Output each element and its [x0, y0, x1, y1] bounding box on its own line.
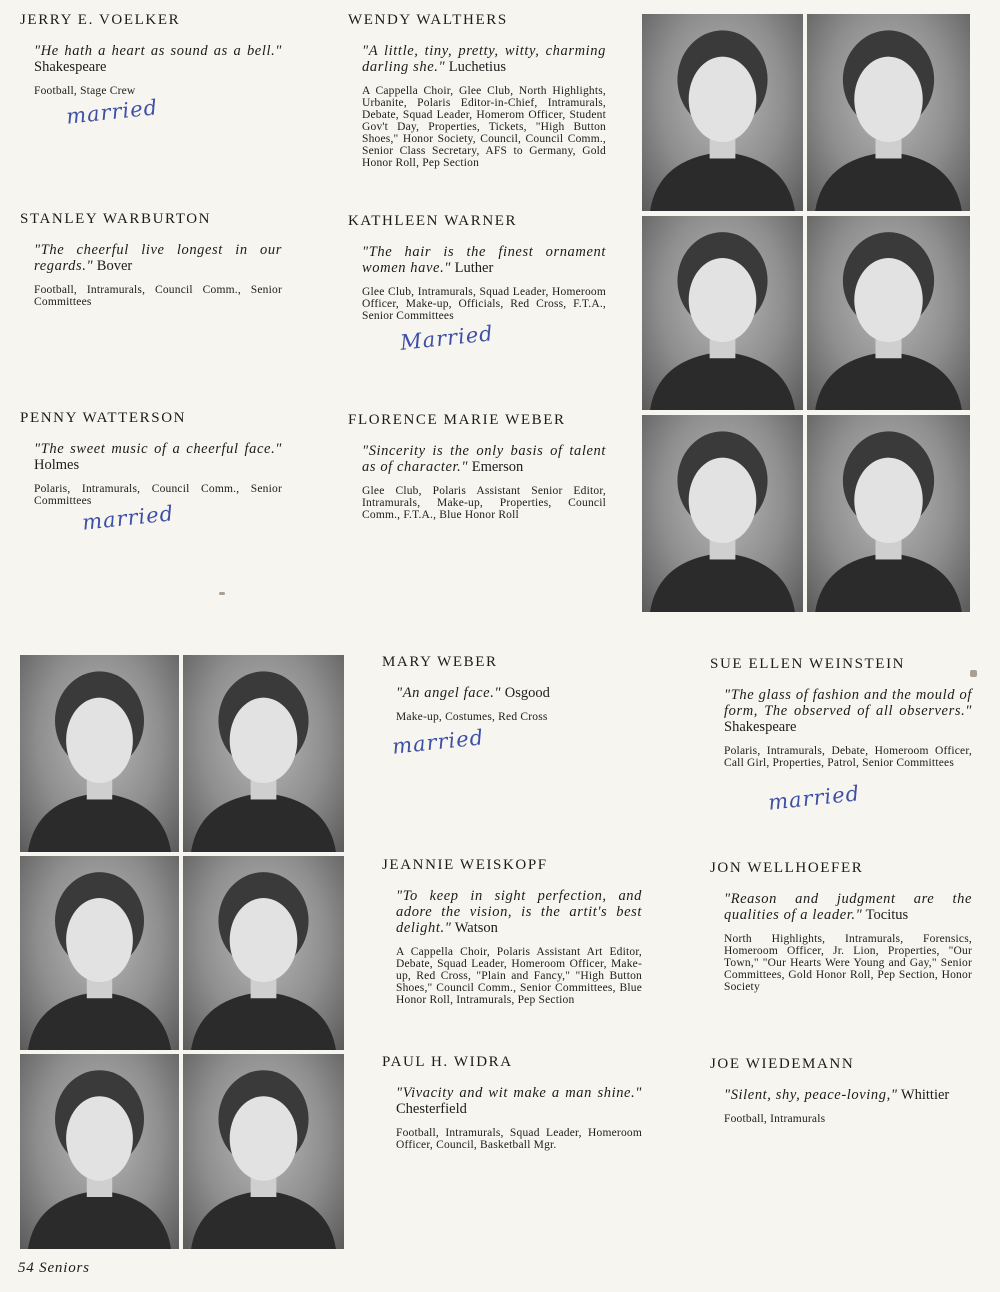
senior-entry-voelker [20, 12, 282, 97]
senior-entry-walthers [348, 12, 606, 169]
portrait-photo [642, 216, 803, 410]
senior-entry-warner [348, 213, 606, 322]
senior-quote: "The cheerful live longest in our regards." Bover [34, 242, 282, 274]
portrait-silhouette [20, 856, 179, 1050]
portrait-grid-bottom [20, 655, 344, 1249]
portrait-photo [807, 415, 970, 612]
senior-name: KATHLEEN WARNER [348, 213, 518, 229]
senior-name: JERRY E. VOELKER [20, 12, 181, 28]
senior-name: PENNY WATTERSON [20, 410, 187, 426]
portrait-photo [20, 856, 179, 1050]
senior-entry-florence-weber [348, 412, 606, 521]
portrait-silhouette [642, 14, 803, 211]
senior-name: PAUL H. WIDRA [382, 1054, 513, 1070]
senior-entry-weiskopf [382, 857, 642, 1006]
handwritten-note: married [80, 501, 176, 535]
handwritten-note: Married [399, 321, 495, 355]
senior-activities: North Highlights, Intramurals, Forensics, Homeroom Officer, Jr. Lion, Properties, "Our Town," "Our Hearts Were Young and Gay," Senior Committees, Gold Honor Roll, Pep Section, Honor Society [724, 933, 972, 993]
senior-activities: Polaris, Intramurals, Debate, Homeroom Officer, Call Girl, Properties, Patrol, Senior Committees [724, 745, 972, 769]
senior-quote: "He hath a heart as sound as a bell." Shakespeare [34, 43, 282, 75]
page-footer [18, 1260, 90, 1277]
senior-name: JEANNIE WEISKOPF [382, 857, 548, 873]
senior-name: SUE ELLEN WEINSTEIN [710, 656, 906, 672]
senior-quote: "Vivacity and wit make a man shine." Chesterfield [396, 1085, 642, 1117]
senior-activities: Football, Intramurals, Squad Leader, Homeroom Officer, Council, Basketball Mgr. [396, 1127, 642, 1151]
senior-quote: "The sweet music of a cheerful face." Holmes [34, 441, 282, 473]
senior-name: JOE WIEDEMANN [710, 1056, 855, 1072]
senior-entry-warburton [20, 211, 282, 308]
senior-name: WENDY WALTHERS [348, 12, 508, 28]
portrait-silhouette [183, 655, 344, 852]
senior-activities: Football, Stage Crew [34, 85, 136, 97]
handwritten-note: married [64, 95, 160, 129]
portrait-photo [807, 216, 970, 410]
portrait-photo [20, 655, 179, 852]
portrait-grid-top [642, 14, 970, 612]
handwritten-note: married [766, 781, 862, 815]
senior-quote: "To keep in sight perfection, and adore the vision, is the artit's best delight." Watson [396, 888, 642, 936]
portrait-silhouette [807, 14, 970, 211]
senior-name: JON WELLHOEFER [710, 860, 864, 876]
senior-quote: "Sincerity is the only basis of talent as of character." Emerson [362, 443, 606, 475]
portrait-silhouette [807, 216, 970, 410]
portrait-silhouette [20, 655, 179, 852]
senior-activities: A Cappella Choir, Polaris Assistant Art Editor, Debate, Squad Leader, Homeroom Officer, Make-up, Red Cross, "Plain and Fancy," "High Button Shoes," Council Comm., Senior Committees, Blue Honor Roll, Intramurals, Pep Section [396, 946, 642, 1006]
senior-activities: Polaris, Intramurals, Council Comm., Senior Committees [34, 483, 282, 507]
senior-activities: Football, Intramurals [724, 1113, 826, 1125]
senior-entry-wiedemann [710, 1056, 972, 1125]
senior-entry-weinstein [710, 656, 972, 769]
senior-activities: Glee Club, Polaris Assistant Senior Editor, Intramurals, Make-up, Properties, Council Comm., F.T.A., Blue Honor Roll [362, 485, 606, 521]
senior-quote: "An angel face." Osgood [396, 685, 550, 701]
senior-quote: "Reason and judgment are the qualities of a leader." Tocitus [724, 891, 972, 923]
senior-quote: "Silent, shy, peace-loving," Whittier [724, 1087, 950, 1103]
portrait-photo [20, 1054, 179, 1249]
portrait-photo [183, 856, 344, 1050]
section-title: Seniors [39, 1260, 90, 1276]
senior-activities: Make-up, Costumes, Red Cross [396, 711, 548, 723]
senior-name: FLORENCE MARIE WEBER [348, 412, 566, 428]
senior-activities: Football, Intramurals, Council Comm., Senior Committees [34, 284, 282, 308]
portrait-silhouette [20, 1054, 179, 1249]
senior-entry-widra [382, 1054, 642, 1151]
portrait-silhouette [807, 415, 970, 612]
print-smudge [219, 592, 225, 595]
senior-quote: "The glass of fashion and the mould of form, The observed of all observers." Shakespeare [724, 687, 972, 735]
senior-entry-mary-weber [382, 654, 642, 723]
portrait-photo [642, 415, 803, 612]
senior-activities: Glee Club, Intramurals, Squad Leader, Homeroom Officer, Make-up, Officials, Red Cross, F.T.A., Senior Committees [362, 286, 606, 322]
portrait-photo [807, 14, 970, 211]
senior-name: MARY WEBER [382, 654, 498, 670]
handwritten-note: married [390, 725, 486, 759]
senior-activities: A Cappella Choir, Glee Club, North Highlights, Urbanite, Polaris Editor-in-Chief, Intramurals, Debate, Squad Leader, Homerom Officer, Student Gov't Day, Properties, Tickets, "High Button Shoes," Honor Society, Council, Council Comm., Senior Class Secretary, AFS to Germany, Gold Honor Roll, Pep Section [362, 85, 606, 169]
portrait-silhouette [642, 415, 803, 612]
senior-name: STANLEY WARBURTON [20, 211, 212, 227]
portrait-photo [183, 1054, 344, 1249]
senior-entry-watterson [20, 410, 282, 507]
portrait-photo [642, 14, 803, 211]
senior-entry-wellhoefer [710, 860, 972, 993]
senior-quote: "A little, tiny, pretty, witty, charming darling she." Luchetius [362, 43, 606, 75]
page-number: 54 [18, 1260, 35, 1276]
portrait-silhouette [183, 856, 344, 1050]
portrait-photo [183, 655, 344, 852]
portrait-silhouette [642, 216, 803, 410]
senior-quote: "The hair is the finest ornament women have." Luther [362, 244, 606, 276]
portrait-silhouette [183, 1054, 344, 1249]
